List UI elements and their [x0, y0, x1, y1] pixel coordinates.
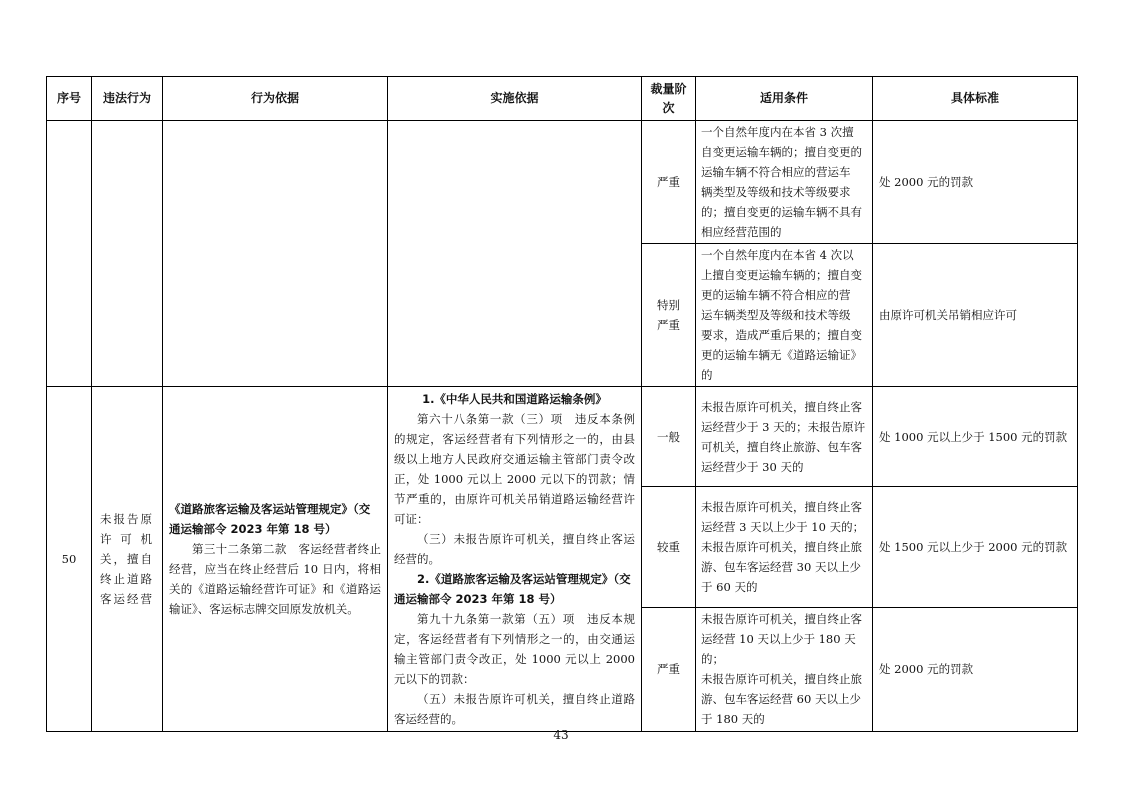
- impl-law1-title: 1.《中华人民共和国道路运输条例》: [422, 392, 607, 406]
- impl-law1-text: 第六十八条第一款（三）项 违反本条例的规定，客运经营者有下列情形之一的，由县级以上地方人民政府交通运输主管部门责令改正，处 1000 元以上 2000 元以下的罚款；情节严重的，由原许可机关吊销道路运输经营许可证：: [394, 412, 635, 526]
- empty-impl-basis-cell: [388, 121, 642, 387]
- table-row: [47, 387, 1078, 487]
- level-cell: 严重: [642, 607, 696, 731]
- standard-cell: 处 1000 元以上少于 1500 元的罚款: [873, 387, 1078, 487]
- conditions-cell: 未报告原许可机关，擅自终止客 运经营 10 天以上少于 180 天的； 未报告原许可机关，擅自终止旅 游、包车客运经营 60 天以上少 于 180 天的: [696, 607, 873, 731]
- empty-behavior-basis-cell: [163, 121, 388, 387]
- conditions-cell: 一个自然年度内在本省 3 次擅 自变更运输车辆的；擅自变更的 运输车辆不符合相应的营运车 辆类型及等级和技术等级要求 的；擅自变更的运输车辆不具有 相应经营范围的: [696, 121, 873, 244]
- page-number: 43: [553, 728, 569, 742]
- header-conditions: 适用条件: [696, 77, 873, 121]
- empty-seq-cell: [47, 121, 92, 387]
- empty-violation-cell: [92, 121, 163, 387]
- behavior-law-title: 《道路旅客运输及客运站管理规定》（交通运输部令 2023 年第 18 号）: [169, 502, 371, 536]
- level-cell: 特别严重: [642, 244, 696, 387]
- header-behavior-basis: 行为依据: [163, 77, 388, 121]
- regulation-table: [46, 76, 1078, 732]
- standard-cell: 处 1500 元以上少于 2000 元的罚款: [873, 487, 1078, 607]
- conditions-cell: 未报告原许可机关，擅自终止客 运经营 3 天以上少于 10 天的； 未报告原许可机关，擅自终止旅 游、包车客运经营 30 天以上少 于 60 天的: [696, 487, 873, 607]
- impl-law2-item: （五）未报告原许可机关，擅自终止道路客运经营的。: [394, 692, 635, 726]
- impl-law2-text: 第九十九条第一款第（五）项 违反本规定，客运经营者有下列情形之一的，由交通运输主管部门责令改正，处 1000 元以上 2000 元以下的罚款：: [394, 612, 635, 686]
- header-row: [47, 77, 1078, 121]
- level-cell: 严重: [642, 121, 696, 244]
- header-level: 裁量阶次: [642, 77, 696, 121]
- table-row: [47, 121, 1078, 244]
- impl-law1-item: （三）未报告原许可机关，擅自终止客运经营的。: [394, 532, 635, 566]
- header-standard: 具体标准: [873, 77, 1078, 121]
- impl-basis-cell: [388, 387, 642, 732]
- conditions-cell: 未报告原许可机关，擅自终止客 运经营少于 3 天的；未报告原许 可机关，擅自终止旅游、包车客 运经营少于 30 天的: [696, 387, 873, 487]
- header-seq: 序号: [47, 77, 92, 121]
- level-cell: 较重: [642, 487, 696, 607]
- standard-cell: 处 2000 元的罚款: [873, 121, 1078, 244]
- header-violation: 违法行为: [92, 77, 163, 121]
- header-impl-basis: 实施依据: [388, 77, 642, 121]
- seq-cell: 50: [47, 387, 92, 732]
- conditions-cell: 一个自然年度内在本省 4 次以 上擅自变更运输车辆的；擅自变 更的运输车辆不符合相应的营 运车辆类型及等级和技术等级 要求，造成严重后果的；擅自变 更的运输车辆无《道路运输证》 的: [696, 244, 873, 387]
- violation-cell: 未报告原许可机关，擅自终止道路客运经营: [92, 387, 163, 732]
- behavior-law-text: 第三十二条第二款 客运经营者终止经营，应当在终止经营后 10 日内，将相关的《道路运输经营许可证》和《道路运输证》、客运标志牌交回原发放机关。: [169, 542, 381, 616]
- standard-cell: 处 2000 元的罚款: [873, 607, 1078, 731]
- impl-law2-title: 2.《道路旅客运输及客运站管理规定》（交通运输部令 2023 年第 18 号）: [394, 572, 631, 606]
- behavior-basis-cell: [163, 387, 388, 732]
- level-cell: 一般: [642, 387, 696, 487]
- standard-cell: 由原许可机关吊销相应许可: [873, 244, 1078, 387]
